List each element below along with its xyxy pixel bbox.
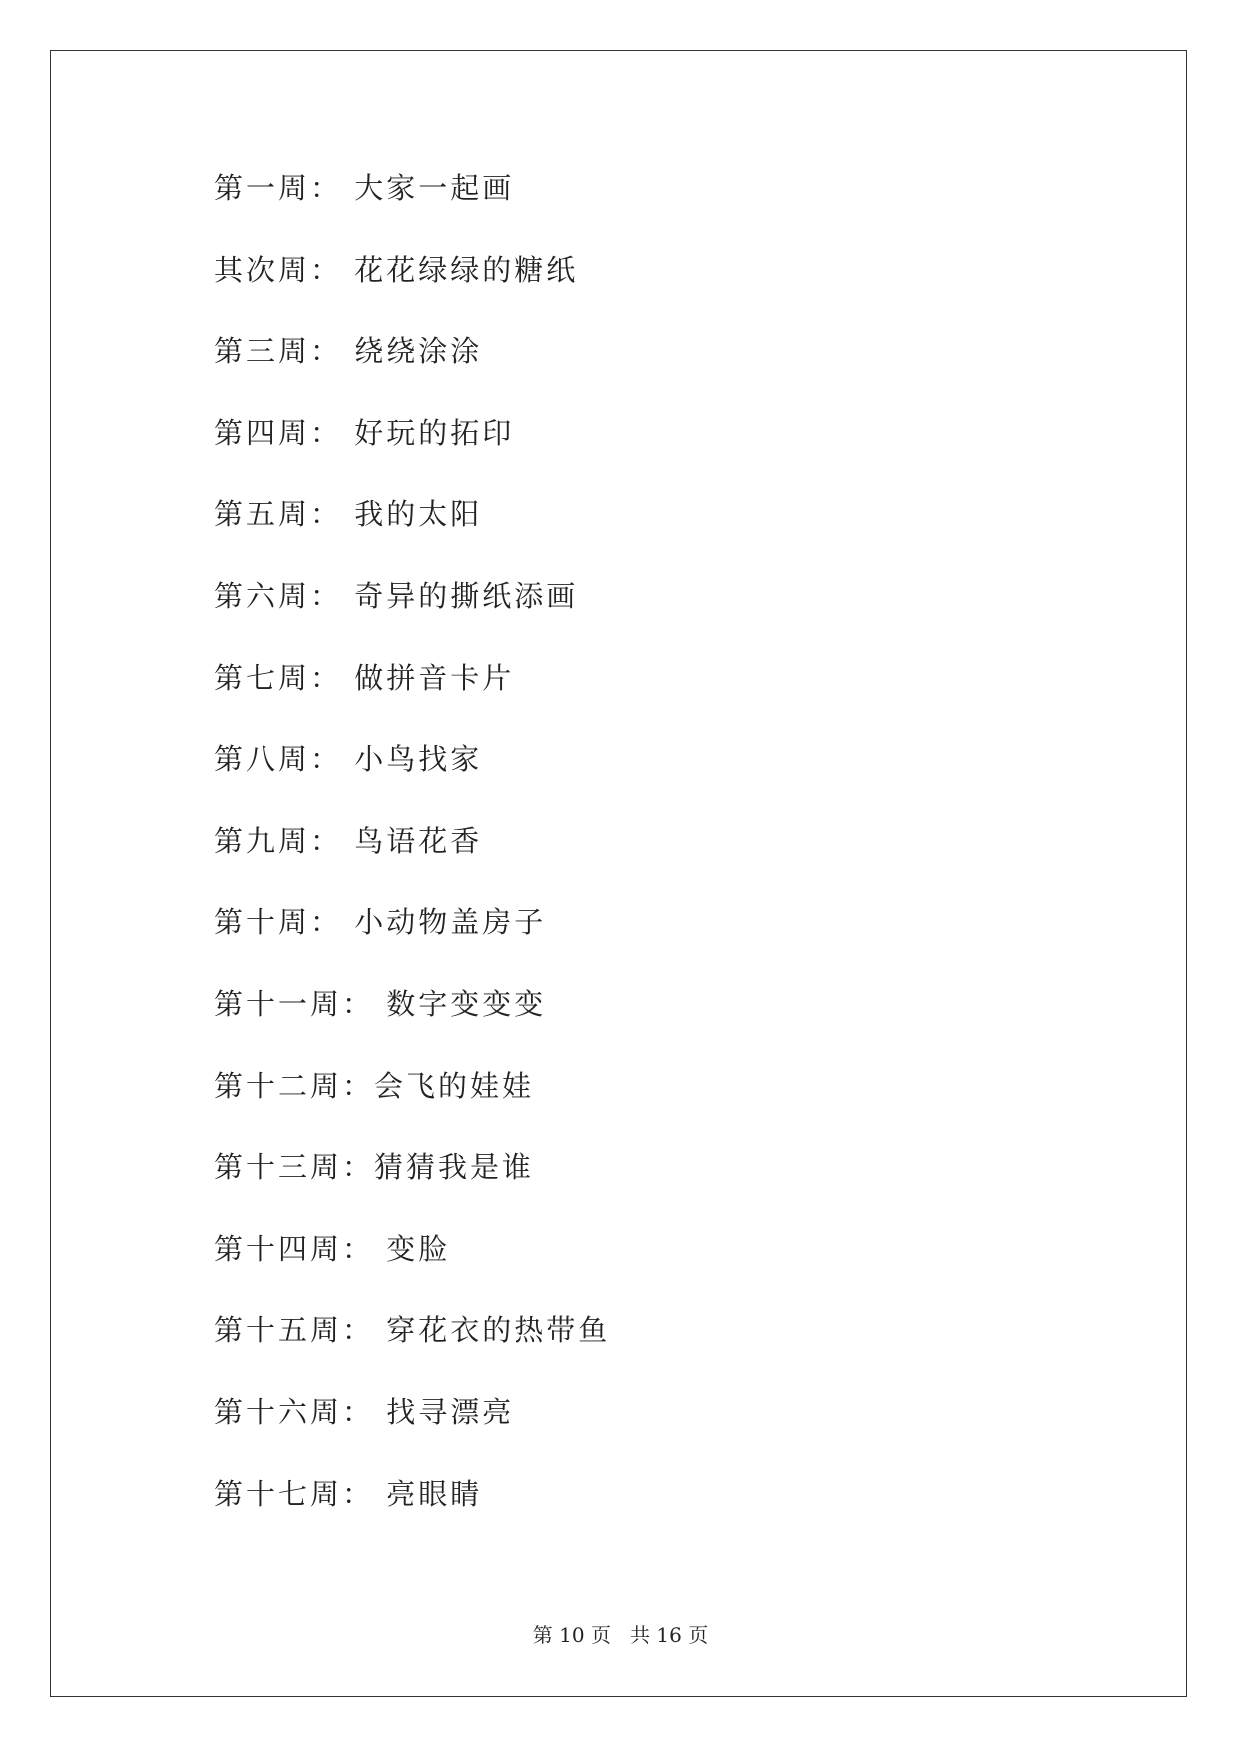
schedule-item-week-10: 第十周： 小动物盖房子 (214, 905, 547, 940)
weekly-schedule-list (214, 168, 610, 1555)
schedule-item-week-8: 第八周： 小鸟找家 (214, 742, 483, 777)
schedule-item-week-13: 第十三周：猜猜我是谁 (214, 1150, 535, 1185)
schedule-item-week-12: 第十二周：会飞的娃娃 (214, 1068, 535, 1103)
schedule-item-week-3: 第三周： 绕绕涂涂 (214, 334, 483, 369)
page-number-footer: 第 10 页 共 16 页 (532, 1623, 709, 1647)
schedule-item-week-15: 第十五周： 穿花衣的热带鱼 (214, 1313, 611, 1348)
schedule-item-week-1: 第一周： 大家一起画 (214, 171, 515, 205)
schedule-item-week-7: 第七周： 做拼音卡片 (214, 660, 515, 695)
schedule-item-week-14: 第十四周： 变脸 (214, 1231, 451, 1266)
schedule-item-week-17: 第十七周： 亮眼睛 (214, 1476, 483, 1511)
schedule-item-week-9: 第九周： 鸟语花香 (214, 823, 483, 858)
schedule-item-week-11: 第十一周： 数字变变变 (214, 986, 547, 1021)
schedule-item-week-4: 第四周： 好玩的拓印 (214, 415, 515, 450)
schedule-item-week-16: 第十六周： 找寻漂亮 (214, 1394, 515, 1429)
schedule-item-week-2: 其次周： 花花绿绿的糖纸 (214, 252, 579, 287)
schedule-item-week-6: 第六周： 奇异的撕纸添画 (214, 578, 579, 613)
schedule-item-week-5: 第五周： 我的太阳 (214, 497, 483, 532)
